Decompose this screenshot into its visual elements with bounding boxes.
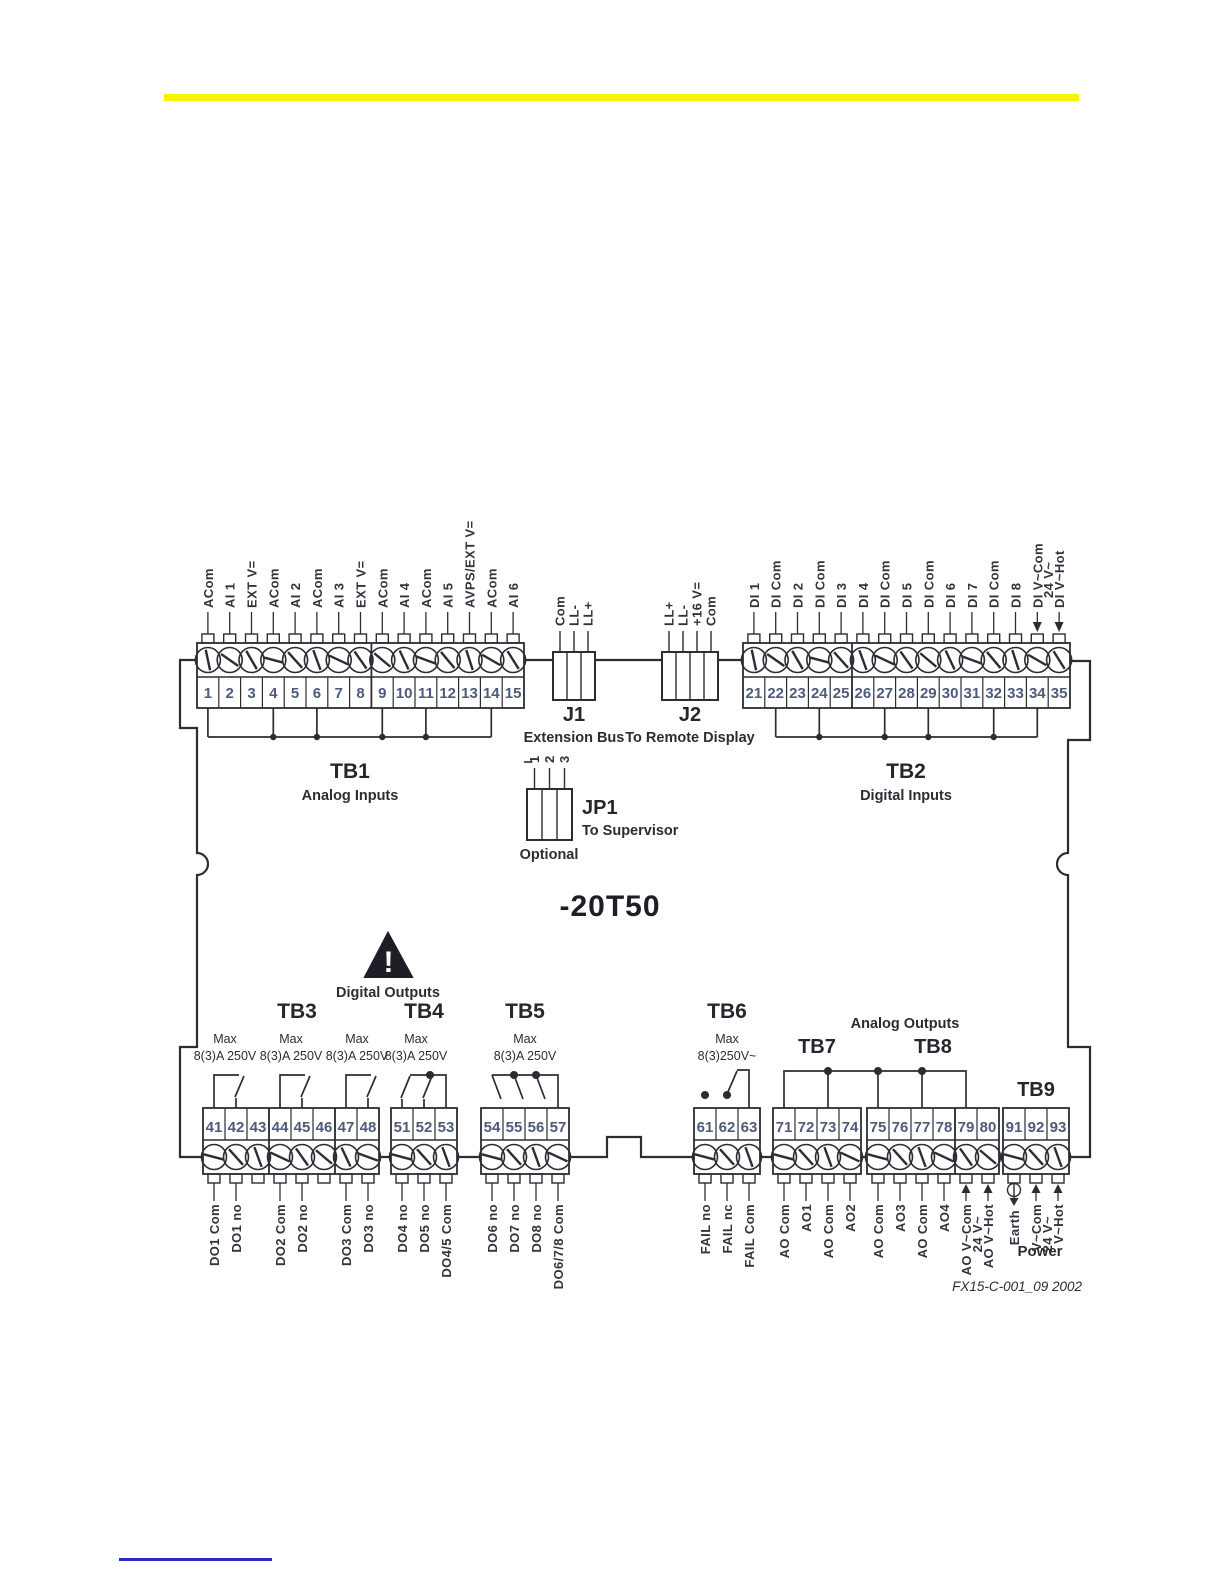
tb7-terminal-74: 74 [841, 1119, 859, 1136]
terminal-tab [894, 1174, 906, 1183]
tb1-label-2: AI 1 [222, 582, 238, 608]
tb2-label-33: DI 8 [1008, 582, 1024, 608]
tb2-label-23: DI 2 [790, 582, 806, 608]
terminal-tab [442, 634, 454, 643]
tb5-label-54: DO6 no [485, 1204, 500, 1253]
terminal-tab [224, 634, 236, 643]
terminal-tab [230, 1174, 242, 1183]
tb5-name: TB5 [505, 1000, 545, 1023]
tb3-rating-1: 8(3)A 250V [193, 1049, 257, 1063]
tb3-max-2: Max [279, 1032, 303, 1046]
terminal-tab [507, 634, 519, 643]
tb1-label-13: AVPS/EXT V= [462, 520, 478, 608]
terminal-tab [879, 634, 891, 643]
terminal-tab [208, 1174, 220, 1183]
tb3-label-42: DO1 no [229, 1204, 244, 1253]
tb2-label-32: DI Com [986, 560, 1002, 608]
tb1-label-12: AI 5 [440, 582, 456, 608]
terminal-tab [988, 634, 1000, 643]
terminal-tab [486, 1174, 498, 1183]
jp1-pin-1: 1 [527, 755, 542, 763]
yellow-rule [164, 94, 1079, 101]
tb7-label-71: AO Com [777, 1204, 792, 1259]
tb3-terminal-45: 45 [293, 1119, 311, 1136]
terminal-tab [1052, 1174, 1064, 1183]
relay-contacts [214, 1068, 966, 1108]
terminal-tab [246, 634, 258, 643]
tb5-block [480, 1108, 571, 1289]
tb2-terminal-22: 22 [767, 685, 785, 702]
j2-pin-1: LL+ [661, 601, 677, 626]
terminal-tab [418, 1174, 430, 1183]
tb3-terminal-47: 47 [337, 1119, 355, 1136]
arrow-down-icon [1033, 622, 1042, 632]
tb5-terminal-56: 56 [527, 1119, 545, 1136]
tb9-terminal-93: 93 [1049, 1119, 1067, 1136]
tb8-label-80: AO V~Hot [981, 1204, 996, 1269]
tb1-terminal-7: 7 [334, 685, 343, 702]
tb7-terminal-73: 73 [819, 1119, 837, 1136]
tb9-terminal-92: 92 [1027, 1119, 1045, 1136]
junction-dot [925, 734, 931, 740]
tb9-name: TB9 [1017, 1079, 1055, 1101]
tb2-label-28: DI 5 [899, 582, 915, 608]
tb8-label-79: AO V~Com [959, 1204, 974, 1276]
terminal-tab [792, 634, 804, 643]
j2-pin-4: Com [703, 595, 719, 626]
tb2-terminal-27: 27 [876, 685, 894, 702]
tb3-terminal-48: 48 [359, 1119, 377, 1136]
tb6-name: TB6 [707, 1000, 747, 1023]
tb2-label-35: DI V~Hot [1052, 550, 1068, 608]
tb1-label-1: ACom [200, 568, 216, 608]
tb2-terminal-21: 21 [745, 685, 763, 702]
tb1-label-6: ACom [309, 568, 325, 608]
tb1-label-3: EXT V= [244, 560, 260, 608]
tb9-terminal-91: 91 [1005, 1119, 1023, 1136]
arrow-up-icon [1032, 1184, 1041, 1193]
terminal-tab [835, 634, 847, 643]
tb2-terminal-26: 26 [854, 685, 872, 702]
digital-outputs-label: Digital Outputs [336, 985, 440, 1001]
tb3-rating-2: 8(3)A 250V [259, 1049, 323, 1063]
tb9-label-93: V~Hot [1051, 1204, 1066, 1244]
tb3-terminal-46: 46 [315, 1119, 333, 1136]
terminal-tab [464, 634, 476, 643]
tb1-terminal-3: 3 [247, 685, 256, 702]
tb3-label-44: DO2 Com [273, 1204, 288, 1267]
tb1-terminal-6: 6 [312, 685, 322, 702]
terminal-tab [770, 634, 782, 643]
junction-dot [270, 734, 276, 740]
j1-pin-2: LL- [566, 604, 582, 626]
tb2-label-30: DI 6 [943, 582, 959, 608]
tb9-voltage-label: 24 V~ [1040, 1216, 1055, 1253]
warning-exclamation: ! [383, 946, 394, 979]
tb1-label-7: AI 3 [331, 582, 347, 608]
tb2-label-25: DI 3 [834, 582, 850, 608]
tb2-terminal-28: 28 [898, 685, 915, 702]
tb6-terminal-63: 63 [740, 1119, 758, 1136]
tb2-label-29: DI Com [921, 560, 937, 608]
junction-dot [423, 734, 429, 740]
tb2-terminal-29: 29 [919, 685, 937, 702]
tb8-label-76: AO3 [893, 1204, 908, 1232]
tb4-label-53: DO4/5 Com [439, 1204, 454, 1278]
tb6-max: Max [715, 1032, 739, 1046]
tb8-voltage-label: 24 V~ [970, 1216, 985, 1253]
terminal-tab [252, 1174, 264, 1183]
terminal-tab [822, 1174, 834, 1183]
tb4-max: Max [404, 1032, 428, 1046]
jp1-caption: To Supervisor [582, 823, 679, 839]
terminal-tab [721, 1174, 733, 1183]
tb2-voltage-label: 24 V~ [1041, 561, 1056, 598]
terminal-tab [699, 1174, 711, 1183]
tb6-label-62: FAIL nc [720, 1204, 735, 1254]
tb5-label-55: DO7 no [507, 1204, 522, 1253]
tb8-terminal-79: 79 [957, 1119, 975, 1136]
tb3-rating-3: 8(3)A 250V [325, 1049, 389, 1063]
terminal-tab [778, 1174, 790, 1183]
junction-dot [991, 734, 997, 740]
tb5-terminal-54: 54 [483, 1119, 501, 1136]
tb4-name: TB4 [404, 1000, 444, 1023]
tb2-label-21: DI 1 [746, 582, 762, 608]
tb6-block [693, 1108, 762, 1268]
terminal-tab [813, 634, 825, 643]
terminal-tab [420, 634, 432, 643]
terminal-tab [844, 1174, 856, 1183]
terminal-tab [800, 1174, 812, 1183]
j1-connector [553, 596, 596, 700]
tb1-label-5: AI 2 [288, 582, 304, 608]
jp1-pin-2: 2 [542, 755, 557, 763]
tb3-terminal-41: 41 [205, 1119, 223, 1136]
terminal-tab [440, 1174, 452, 1183]
tb6-label-61: FAIL no [698, 1204, 713, 1255]
junction-dot [533, 1072, 539, 1078]
terminal-tab [485, 634, 497, 643]
tb2-block [741, 543, 1071, 740]
tb4-terminal-53: 53 [437, 1119, 455, 1136]
tb8-terminal-75: 75 [869, 1119, 887, 1136]
tb2-label-31: DI 7 [964, 582, 980, 608]
j1-caption: Extension Bus [523, 730, 625, 746]
tb3-terminal-43: 43 [249, 1119, 267, 1136]
tb1-terminal-5: 5 [290, 685, 300, 702]
j2-connector [662, 582, 719, 700]
earth-icon [1008, 1183, 1021, 1206]
tb8-terminal-76: 76 [891, 1119, 909, 1136]
jp1-pin-3: 3 [557, 755, 572, 763]
junction-dot [427, 1072, 433, 1078]
tb2-name: TB2 [886, 760, 926, 783]
terminal-tab [1030, 1174, 1042, 1183]
tb3-label-45: DO2 no [295, 1204, 310, 1253]
tb1-name: TB1 [330, 760, 370, 783]
tb7-terminal-71: 71 [775, 1119, 793, 1136]
tb2-label-26: DI 4 [855, 582, 871, 608]
j2-pin-3: +16 V= [689, 581, 705, 626]
tb2-label-22: DI Com [768, 560, 784, 608]
terminal-tab [289, 634, 301, 643]
terminal-tab [901, 634, 913, 643]
tb1-terminal-8: 8 [356, 685, 365, 702]
tb3-max-1: Max [213, 1032, 237, 1046]
power-label: Power [1017, 1243, 1063, 1260]
tb3-label-41: DO1 Com [207, 1204, 222, 1267]
terminal-tab [1008, 1174, 1020, 1183]
tb6-terminal-61: 61 [696, 1119, 714, 1136]
tb2-terminal-32: 32 [985, 685, 1003, 702]
tb1-label-4: ACom [266, 568, 282, 608]
tb2-terminal-24: 24 [810, 685, 828, 702]
terminal-tab [202, 634, 214, 643]
terminal-tab [296, 1174, 308, 1183]
tb1-caption: Analog Inputs [301, 788, 399, 804]
arrow-up-icon [984, 1184, 993, 1193]
tb1-block [195, 520, 525, 740]
tb8-label-77: AO Com [915, 1204, 930, 1259]
tb3-terminal-42: 42 [227, 1119, 245, 1136]
terminal-tab [748, 634, 760, 643]
tb9-label-92: V~Com [1029, 1204, 1044, 1252]
tb2-terminal-23: 23 [789, 685, 806, 702]
tb1-terminal-12: 12 [439, 685, 457, 702]
terminal-tab [743, 1174, 755, 1183]
j2-pin-2: LL- [675, 604, 691, 626]
tb9-block [1002, 1108, 1071, 1251]
tb3-max-3: Max [345, 1032, 369, 1046]
tb7-label-72: AO1 [799, 1204, 814, 1232]
terminal-tab [318, 1174, 330, 1183]
tb1-label-10: AI 4 [397, 582, 413, 608]
tb5-terminal-57: 57 [549, 1119, 567, 1136]
terminal-tab [1053, 634, 1065, 643]
tb8-label-75: AO Com [871, 1204, 886, 1259]
j2-caption: To Remote Display [625, 730, 755, 746]
tb1-terminal-10: 10 [395, 685, 413, 702]
junction-dot [875, 1068, 881, 1074]
terminal-tab [916, 1174, 928, 1183]
tb8-name: TB8 [914, 1036, 952, 1058]
tb3-terminal-44: 44 [271, 1119, 289, 1136]
tb5-label-57: DO6/7/8 Com [551, 1204, 566, 1290]
jp1-note: Optional [519, 847, 579, 863]
tb7-block [772, 1108, 863, 1258]
junction-dot [379, 734, 385, 740]
tb3-label-47: DO3 Com [339, 1204, 354, 1267]
junction-dot [702, 1092, 708, 1098]
tb4-label-52: DO5 no [417, 1204, 432, 1253]
tb5-max: Max [513, 1032, 537, 1046]
terminal-tab [922, 634, 934, 643]
tb3-name: TB3 [277, 1000, 317, 1023]
arrow-up-icon [1054, 1184, 1063, 1193]
junction-dot [314, 734, 320, 740]
terminal-tab [396, 1174, 408, 1183]
tb1-terminal-2: 2 [225, 685, 234, 702]
outline-right [1057, 661, 1090, 1157]
tb1-terminal-11: 11 [417, 685, 434, 702]
terminal-tab [376, 634, 388, 643]
jp1-connector [527, 755, 572, 840]
tb9-label-91: Earth [1007, 1210, 1022, 1246]
terminal-tab [944, 634, 956, 643]
tb6-label-63: FAIL Com [742, 1204, 757, 1268]
tb8-terminal-80: 80 [979, 1119, 997, 1136]
tb8-label-78: AO4 [937, 1204, 952, 1232]
terminal-tab [872, 1174, 884, 1183]
tb6-rating: 8(3)250V~ [697, 1049, 757, 1063]
junction-dot [825, 1068, 831, 1074]
terminal-tab [355, 634, 367, 643]
junction-dot [511, 1072, 517, 1078]
tb5-rating: 8(3)A 250V [493, 1049, 557, 1063]
terminal-tab [340, 1174, 352, 1183]
tb2-terminal-30: 30 [941, 685, 959, 702]
tb1-label-15: AI 6 [506, 582, 522, 608]
tb1-terminal-13: 13 [461, 685, 478, 702]
tb1-terminal-9: 9 [378, 685, 387, 702]
tb1-label-8: EXT V= [353, 560, 369, 608]
terminal-tab [857, 634, 869, 643]
j1-name: J1 [562, 704, 586, 726]
tb4-block [390, 1108, 459, 1278]
terminal-tab [966, 634, 978, 643]
jp1-name: JP1 [582, 797, 618, 819]
tb4-terminal-52: 52 [415, 1119, 433, 1136]
analog-outputs-header: Analog Outputs [850, 1016, 960, 1032]
terminal-tab [938, 1174, 950, 1183]
tb1-terminal-14: 14 [482, 685, 500, 702]
tb2-terminal-31: 31 [963, 685, 981, 702]
terminal-tab [398, 634, 410, 643]
junction-dot [882, 734, 888, 740]
tb2-caption: Digital Inputs [860, 788, 952, 804]
junction-dot [919, 1068, 925, 1074]
tb1-terminal-4: 4 [269, 685, 278, 702]
tb3-block [202, 1108, 381, 1266]
terminal-tab [1031, 634, 1043, 643]
terminal-tab [960, 1174, 972, 1183]
j1-pin-1: Com [552, 595, 568, 626]
j1-pin-3: LL+ [580, 601, 596, 626]
terminal-tab [530, 1174, 542, 1183]
tb7-name: TB7 [798, 1036, 836, 1058]
tb2-label-27: DI Com [877, 560, 893, 608]
tb1-terminal-15: 15 [504, 685, 522, 702]
terminal-tab [362, 1174, 374, 1183]
tb4-label-51: DO4 no [395, 1204, 410, 1253]
warning-icon [365, 933, 412, 979]
tb1-label-14: ACom [484, 568, 500, 608]
model-label: -20T50 [559, 890, 661, 923]
terminal-tab [333, 634, 345, 643]
arrow-down-icon [1055, 622, 1064, 632]
tb2-terminal-35: 35 [1050, 685, 1068, 702]
terminal-tab [267, 634, 279, 643]
outline-left [180, 660, 208, 1157]
tb2-label-24: DI Com [812, 560, 828, 608]
tb6-terminal-62: 62 [718, 1119, 736, 1136]
doc-code: FX15-C-001_09 2002 [952, 1279, 1082, 1294]
tb7-terminal-72: 72 [797, 1119, 815, 1136]
tb7-label-74: AO2 [843, 1204, 858, 1232]
junction-dot [816, 734, 822, 740]
tb2-terminal-34: 34 [1028, 685, 1046, 702]
tb2-label-34: DI V~Com [1030, 543, 1046, 608]
tb2-terminal-25: 25 [832, 685, 850, 702]
tb3-label-48: DO3 no [361, 1204, 376, 1253]
tb1-label-11: ACom [418, 568, 434, 608]
terminal-tab [311, 634, 323, 643]
tb4-rating: 8(3)A 250V [384, 1049, 448, 1063]
tb1-label-9: ACom [375, 568, 391, 608]
tb8-terminal-78: 78 [935, 1119, 953, 1136]
arrow-up-icon [962, 1184, 971, 1193]
j2-name: J2 [678, 704, 702, 726]
tb4-terminal-51: 51 [393, 1119, 411, 1136]
terminal-tab [274, 1174, 286, 1183]
tb2-terminal-33: 33 [1007, 685, 1024, 702]
max-ratings [194, 1032, 757, 1063]
tb5-terminal-55: 55 [505, 1119, 523, 1136]
terminal-tab [508, 1174, 520, 1183]
tb7-label-73: AO Com [821, 1204, 836, 1259]
tb1-terminal-1: 1 [203, 685, 213, 702]
terminal-tab [1010, 634, 1022, 643]
terminal-tab [982, 1174, 994, 1183]
tb5-label-56: DO8 no [529, 1204, 544, 1253]
tb8-terminal-77: 77 [913, 1119, 931, 1136]
terminal-tab [552, 1174, 564, 1183]
link-underline [119, 1558, 272, 1561]
